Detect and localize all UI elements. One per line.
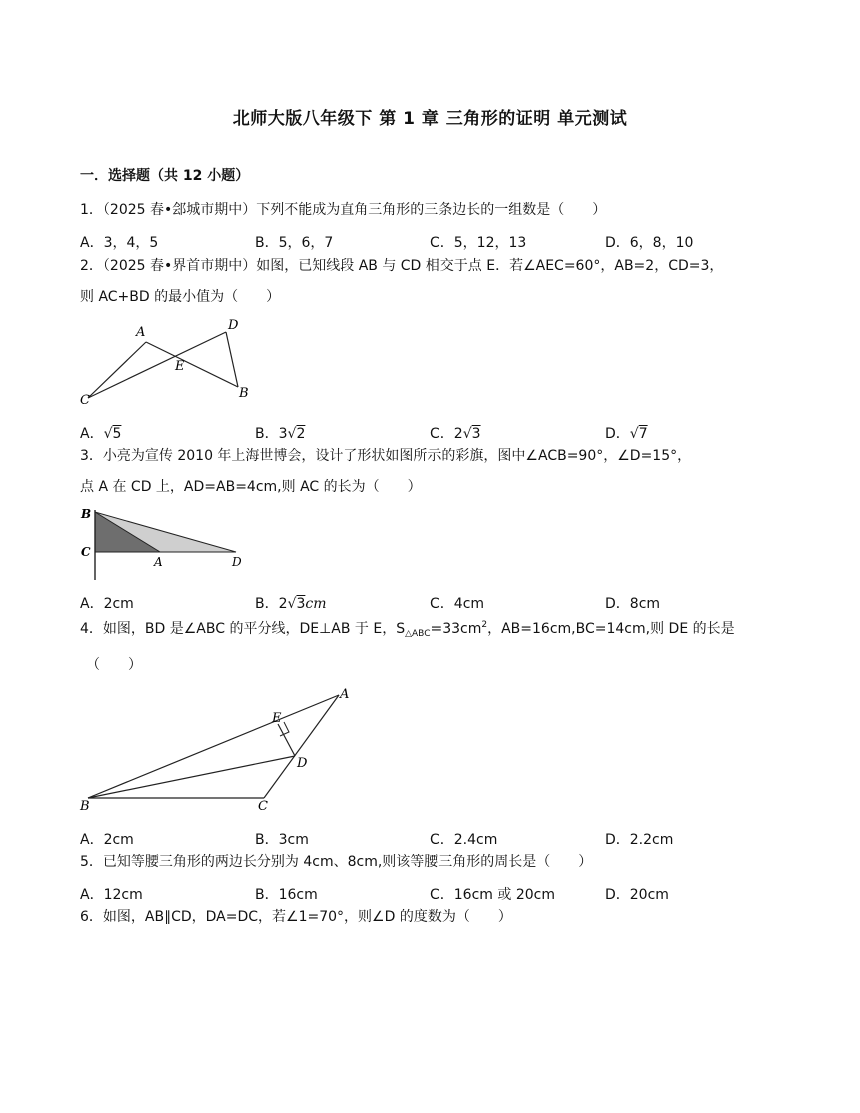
- q5-option-d[interactable]: D．20cm: [605, 887, 669, 903]
- q2-label-b: B: [239, 386, 249, 401]
- q3-label-c: C: [81, 545, 91, 559]
- q2-option-b-coef: 3: [278, 426, 288, 442]
- q2-figure: [76, 312, 266, 410]
- q5-option-b[interactable]: B．16cm: [255, 887, 318, 903]
- q4-label-a: A: [340, 687, 350, 702]
- q3-label-b: B: [81, 507, 92, 521]
- q3-figure: [76, 504, 256, 582]
- q3-stem-line2: 点 A 在 CD 上，AD=AB=4cm,则 AC 的长为（ ）: [80, 479, 422, 495]
- q3-option-c-letter: C．: [430, 596, 454, 612]
- q2-label-e: E: [175, 359, 185, 374]
- q2-stem-line1: 2．（2025 春•界首市期中）如图，已知线段 AB 与 CD 相交于点 E．若∠AEC=60°，AB=2，CD=3，: [80, 258, 724, 274]
- q2-option-a[interactable]: [80, 423, 121, 443]
- q2-label-d: D: [228, 318, 239, 333]
- page-title: 北师大版八年级下 第 1 章 三角形的证明 单元测试: [232, 109, 628, 129]
- q4-label-e: E: [272, 711, 282, 726]
- q4-stem-line1: [80, 618, 735, 639]
- q2-stem-line2: 则 AC+BD 的最小值为（ ）: [80, 289, 281, 305]
- q4-option-b[interactable]: B．3cm: [255, 832, 309, 848]
- q4-segment-bd: [88, 756, 295, 798]
- q4-label-d: D: [297, 756, 308, 771]
- q3-stem-line1: 3．小亮为宣传 2010 年上海世博会，设计了形状如图所示的彩旗，图中∠ACB=90°，∠D=15°，: [80, 448, 692, 464]
- q2-option-a-letter: A．: [80, 426, 104, 442]
- q3-option-b[interactable]: [255, 593, 327, 613]
- q3-option-b-unit: cm: [305, 596, 327, 612]
- q1-option-a[interactable]: A．3，4，5: [80, 235, 159, 251]
- q3-option-d-text: 8cm: [629, 596, 661, 612]
- q2-option-d[interactable]: [605, 423, 648, 443]
- q3-option-d[interactable]: [605, 593, 660, 613]
- q3-option-b-coef: 2: [278, 596, 288, 612]
- q4-stem-subscript: △ABC: [405, 629, 431, 639]
- q5-stem: 5．已知等腰三角形的两边长分别为 4cm、8cm,则该等腰三角形的周长是（ ）: [80, 854, 593, 870]
- q4-label-b: B: [80, 799, 90, 814]
- q2-option-b-radicand: 2: [296, 426, 306, 442]
- q2-option-b[interactable]: [255, 423, 305, 443]
- q4-stem-part-a: 4．如图，BD 是∠ABC 的平分线，DE⊥AB 于 E，S: [80, 621, 406, 637]
- q2-option-c-letter: C．: [430, 426, 454, 442]
- q3-option-c[interactable]: [430, 593, 484, 613]
- q3-option-a[interactable]: [80, 593, 134, 613]
- q1-option-b[interactable]: B．5，6，7: [255, 235, 334, 251]
- q4-stem-part-b: =33cm: [430, 621, 482, 637]
- q2-option-b-letter: B．: [255, 426, 279, 442]
- q3-option-c-text: 4cm: [453, 596, 485, 612]
- q2-option-c[interactable]: [430, 423, 481, 443]
- q1-option-d[interactable]: D．6，8，10: [605, 235, 694, 251]
- q4-stem-superscript: 2: [481, 620, 488, 630]
- q3-label-d: D: [232, 555, 242, 569]
- q4-stem-part-c: ，AB=16cm,BC=14cm,则 DE 的长是: [487, 621, 735, 637]
- q1-stem: 1．（2025 春•郐城市期中）下列不能成为直角三角形的三条边长的一组数是（ ）: [80, 202, 607, 218]
- q5-option-c[interactable]: C．16cm 或 20cm: [430, 887, 555, 903]
- q3-label-a: A: [154, 555, 163, 569]
- sqrt-icon: √: [103, 426, 113, 442]
- q1-option-c[interactable]: C．5，12，13: [430, 235, 527, 251]
- sqrt-icon: √: [287, 426, 297, 442]
- q4-option-d[interactable]: D．2.2cm: [605, 832, 674, 848]
- q2-segment-cd: [88, 332, 226, 398]
- q3-option-b-letter: B．: [255, 596, 279, 612]
- q3-option-a-letter: A．: [80, 596, 104, 612]
- q2-segment-db: [226, 332, 238, 387]
- q4-label-c: C: [258, 799, 268, 814]
- q2-option-d-radicand: 7: [638, 426, 648, 442]
- q2-segment-ca: [88, 342, 146, 398]
- q3-option-b-radicand: 3: [296, 596, 306, 612]
- q2-option-a-radicand: 5: [112, 426, 122, 442]
- q2-label-a: A: [136, 325, 146, 340]
- sqrt-icon: √: [629, 426, 639, 442]
- q3-option-a-text: 2cm: [103, 596, 134, 612]
- sqrt-icon: √: [287, 596, 297, 612]
- q5-option-a[interactable]: A．12cm: [80, 887, 143, 903]
- sqrt-icon: √: [462, 426, 472, 442]
- q2-option-d-letter: D．: [605, 426, 630, 442]
- q4-figure: [76, 682, 356, 814]
- q3-option-d-letter: D．: [605, 596, 630, 612]
- q2-option-c-coef: 2: [453, 426, 463, 442]
- q4-stem-line2: （ ）: [86, 657, 142, 673]
- section-heading: 一．选择题（共 12 小题）: [80, 168, 250, 184]
- q2-label-c: C: [80, 393, 90, 408]
- q4-option-c[interactable]: C．2.4cm: [430, 832, 498, 848]
- q6-stem: 6．如图，AB∥CD，DA=DC，若∠1=70°，则∠D 的度数为（ ）: [80, 909, 512, 925]
- q2-option-c-radicand: 3: [471, 426, 481, 442]
- q4-segment-de: [278, 724, 295, 756]
- q4-option-a[interactable]: A．2cm: [80, 832, 134, 848]
